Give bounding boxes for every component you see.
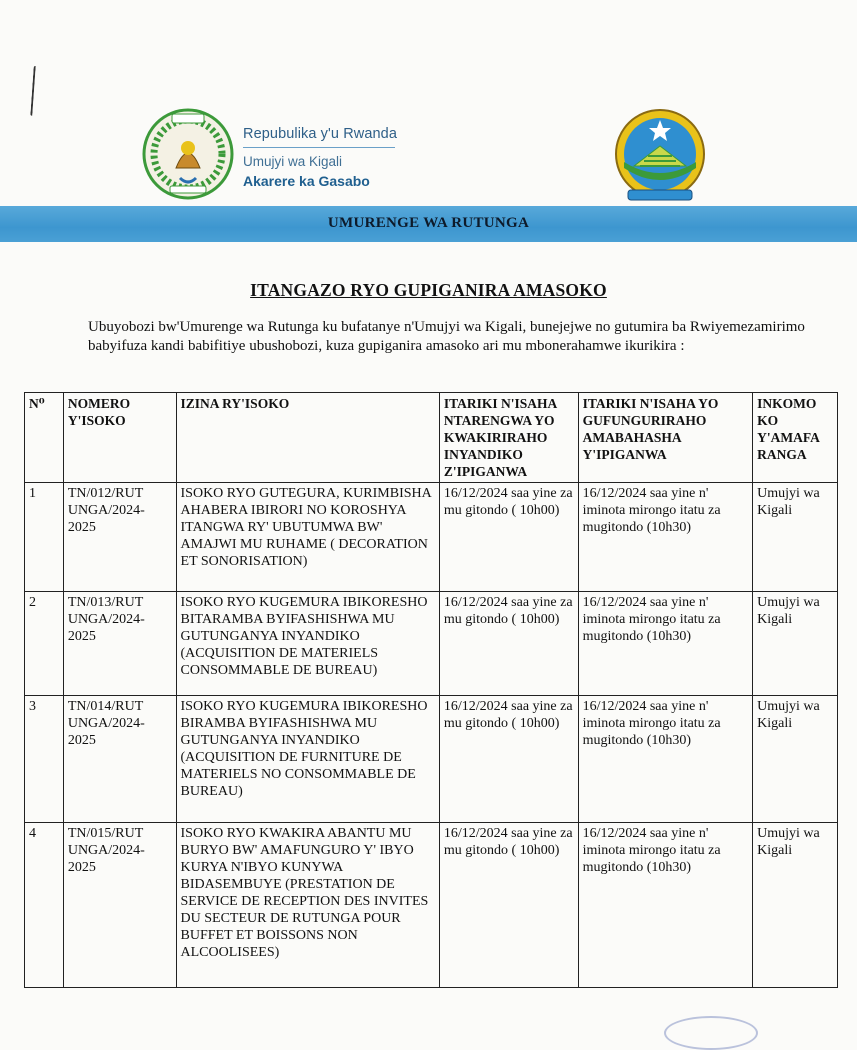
city-name: Umujyi wa Kigali xyxy=(243,154,343,169)
row-number: 2 xyxy=(25,592,64,696)
country-name: Repubulika y'u Rwanda xyxy=(243,126,397,142)
intro-paragraph: Ubuyobozi bw'Umurenge wa Rutunga ku bufatanye n'Umujyi wa Kigali, bunejejwe no gutumira ba Rwiyemezamirimo babyifuza kandi babifitiye ubushobozi, kuza gupiganira amasoko ari mu mbonerahamwe ikurikira : xyxy=(88,319,805,354)
header-funding-source: INKOMO KO Y'AMAFA RANGA xyxy=(753,393,838,483)
sector-title: UMURENGE WA RUTUNGA xyxy=(327,215,530,231)
funding-source: Umujyi wa Kigali xyxy=(753,696,838,823)
submission-deadline: 16/12/2024 saa yine za mu gitondo ( 10h00) xyxy=(439,823,578,988)
tenders-table xyxy=(24,392,838,988)
header-tender-ref: NOMERO Y'ISOKO xyxy=(63,393,176,483)
funding-source: Umujyi wa Kigali xyxy=(753,823,838,988)
submission-deadline: 16/12/2024 saa yine za mu gitondo ( 10h00) xyxy=(439,696,578,823)
tender-name: ISOKO RYO KUGEMURA IBIKORESHO BIRAMBA BYIFASHISHWA MU GUTUNGANYA INYANDIKO (ACQUISITION DE FURNITURE DE MATERIELS NO CONSOMMABLE DE BUREAU) xyxy=(176,696,439,823)
funding-source: Umujyi wa Kigali xyxy=(753,592,838,696)
row-number: 4 xyxy=(25,823,64,988)
letterhead xyxy=(0,100,857,220)
gasabo-district-seal-icon xyxy=(612,106,708,206)
table-row xyxy=(25,823,838,988)
opening-date: 16/12/2024 saa yine n' iminota mirongo itatu za mugitondo (10h30) xyxy=(578,823,753,988)
org-divider xyxy=(243,147,395,148)
opening-date: 16/12/2024 saa yine n' iminota mirongo itatu za mugitondo (10h30) xyxy=(578,696,753,823)
document-title: ITANGAZO RYO GUPIGANIRA AMASOKO xyxy=(250,280,607,300)
opening-date: 16/12/2024 saa yine n' iminota mirongo itatu za mugitondo (10h30) xyxy=(578,592,753,696)
tender-ref: TN/015/RUT UNGA/2024-2025 xyxy=(63,823,176,988)
tender-name: ISOKO RYO KUGEMURA IBIKORESHO BITARAMBA BYIFASHISHWA MU GUTUNGANYA INYANDIKO (ACQUISITION DE MATERIELS CONSOMMABLE DE BUREAU) xyxy=(176,592,439,696)
table-header-row xyxy=(25,393,838,483)
table-row xyxy=(25,696,838,823)
tender-ref: TN/014/RUT UNGA/2024-2025 xyxy=(63,696,176,823)
table-row xyxy=(25,483,838,592)
funding-source: Umujyi wa Kigali xyxy=(753,483,838,592)
tender-name: ISOKO RYO GUTEGURA, KURIMBISHA AHABERA IBIRORI NO KOROSHYA ITANGWA RY' UBUTUMWA BW' AMAJWI MU RUHAME ( DECORATION ET SONORISATION) xyxy=(176,483,439,592)
tender-name: ISOKO RYO KWAKIRA ABANTU MU BURYO BW' AMAFUNGURO Y' IBYO KURYA N'IBYO KUNYWA BIDASEMBUYE (PRESTATION DE SERVICE DE RECEPTION DES INVITES DU SECTEUR DE RUTUNGA POUR BUFFET ET BOISSONS NON ALCOOLISEES) xyxy=(176,823,439,988)
row-number: 3 xyxy=(25,696,64,823)
opening-date: 16/12/2024 saa yine n' iminota mirongo itatu za mugitondo (10h30) xyxy=(578,483,753,592)
header-number: N⁰ xyxy=(25,393,64,483)
header-submission-deadline: ITARIKI N'ISAHA NTARENGWA YO KWAKIRIRAHO INYANDIKO Z'IPIGANWA xyxy=(439,393,578,483)
header-tender-name: IZINA RY'ISOKO xyxy=(176,393,439,483)
stamp-mark xyxy=(664,1016,758,1050)
submission-deadline: 16/12/2024 saa yine za mu gitondo ( 10h00) xyxy=(439,592,578,696)
organization-block xyxy=(243,126,397,189)
header-opening-date: ITARIKI N'ISAHA YO GUFUNGURIRAHO AMABAHASHA Y'IPIGANWA xyxy=(578,393,753,483)
rwanda-coat-of-arms-icon xyxy=(142,108,234,200)
tender-ref: TN/013/RUT UNGA/2024-2025 xyxy=(63,592,176,696)
row-number: 1 xyxy=(25,483,64,592)
table-row xyxy=(25,592,838,696)
tender-ref: TN/012/RUT UNGA/2024-2025 xyxy=(63,483,176,592)
district-name: Akarere ka Gasabo xyxy=(243,173,370,189)
sector-banner xyxy=(0,206,857,242)
submission-deadline: 16/12/2024 saa yine za mu gitondo ( 10h00) xyxy=(439,483,578,592)
